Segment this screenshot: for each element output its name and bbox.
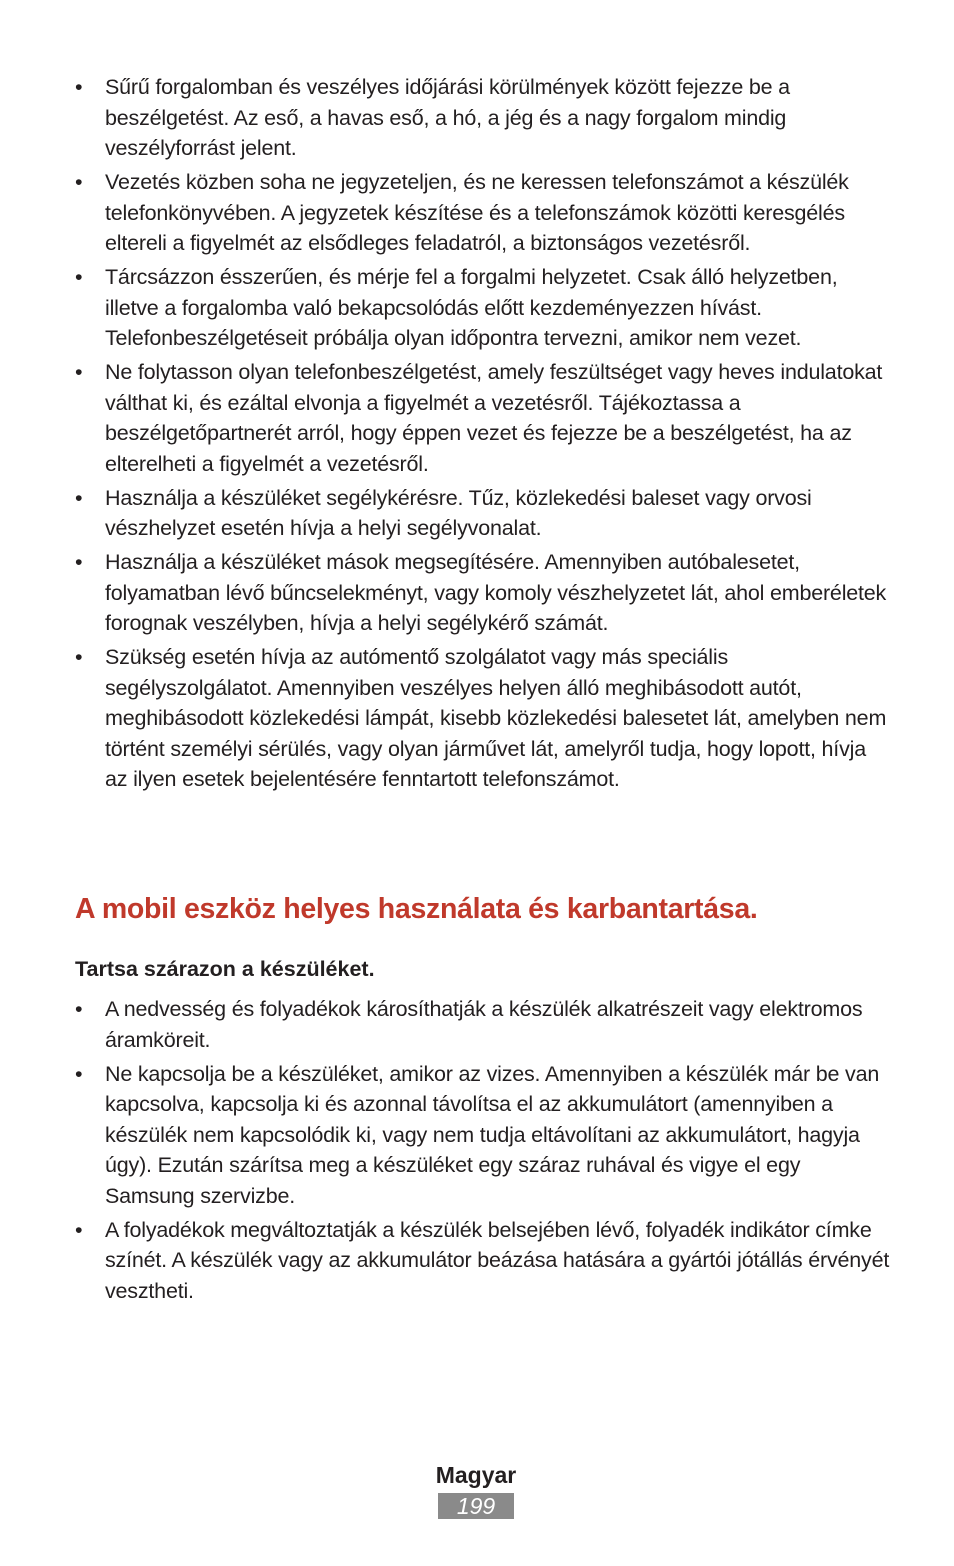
list-item-text: Sűrű forgalomban és veszélyes időjárási körülmények között fejezze be a beszélgetést. Az eső, a havas eső, a hó, a jég és a nagy forgalom mindig veszélyforrást jelent.	[105, 75, 790, 160]
list-item	[75, 994, 890, 1055]
list-item-text: Ne folytasson olyan telefonbeszélgetést, amely feszültséget vagy heves indulatokat válthat ki, és ezáltal elvonja a figyelmét a vezetésről. Tájékoztassa a beszélgetőpartnerét arról, hogy éppen vezet és fejezze be a beszélgetést, ha az elterelheti a figyelmét a vezetésről.	[105, 360, 883, 476]
list-item	[75, 72, 890, 164]
bullet-icon: •	[75, 265, 83, 289]
bullet-icon: •	[75, 645, 83, 669]
bullet-icon: •	[75, 75, 83, 99]
list-item-text: Tárcsázzon ésszerűen, és mérje fel a forgalmi helyzetet. Csak álló helyzetben, illetve a forgalomba való bekapcsolódás előtt kezdeményezzen hívást. Telefonbeszélgetéseit próbálja olyan időpontra tervezni, amikor nem vezet.	[105, 265, 838, 350]
list-item-text: Használja a készüléket mások megsegítésére. Amennyiben autóbalesetet, folyamatban lévő bűncselekményt, vagy komoly vészhelyzetet lát, ahol emberéletek forognak veszélyben, hívja a helyi segélykérő számát.	[105, 550, 887, 635]
list-item-text: Szükség esetén hívja az autómentő szolgálatot vagy más speciális segélyszolgálatot. Amennyiben veszélyes helyen álló meghibásodott autót, meghibásodott közlekedési lámpát, kisebb közlekedési balesetet lát, amelyben nem történt személyi sérülés, vagy olyan járművet lát, amelyről tudja, hogy lopott, hívja az ilyen esetek bejelentésére fenntartott telefonszámot.	[105, 645, 887, 791]
bullet-icon: •	[75, 1061, 83, 1086]
list-item	[75, 167, 890, 259]
bullet-icon: •	[75, 997, 83, 1021]
bullet-icon: •	[75, 1217, 83, 1242]
list-item	[75, 547, 890, 639]
list-item-text: Vezetés közben soha ne jegyzeteljen, és ne keressen telefonszámot a készülék telefonkönyvében. A jegyzetek készítése és a telefonszámok közötti keresgélés eltereli a figyelmét az elsődleges feladatról, a biztonságos vezetésről.	[105, 170, 849, 255]
safety-bullet-list	[75, 72, 890, 798]
care-bullet-list	[75, 994, 890, 1310]
bullet-icon: •	[75, 170, 83, 194]
list-item	[75, 357, 890, 479]
page-number: 199	[438, 1493, 514, 1519]
list-item-text: Használja a készüléket segélykérésre. Tűz, közlekedési baleset vagy orvosi vészhelyzet esetén hívja a helyi segélyvonalat.	[105, 485, 812, 540]
bullet-icon: •	[75, 485, 83, 510]
sub-heading: Tartsa szárazon a készüléket.	[75, 957, 375, 981]
list-item	[75, 1215, 890, 1307]
bullet-icon: •	[75, 550, 83, 574]
list-item	[75, 483, 890, 544]
list-item-text: A nedvesség és folyadékok károsíthatják a készülék alkatrészeit vagy elektromos áramköreit.	[105, 997, 863, 1052]
bullet-icon: •	[75, 360, 83, 384]
page-footer	[0, 1462, 954, 1519]
list-item	[75, 642, 890, 795]
footer-language: Magyar	[435, 1462, 517, 1488]
section-heading: A mobil eszköz helyes használata és karbantartása.	[75, 893, 758, 925]
list-item-text: A folyadékok megváltoztatják a készülék belsejében lévő, folyadék indikátor címke színét. A készülék vagy az akkumulátor beázása hatására a gyártói jótállás érvényét vesztheti.	[105, 1217, 890, 1303]
list-item	[75, 1059, 890, 1212]
list-item-text: Ne kapcsolja be a készüléket, amikor az vizes. Amennyiben a készülék már be van kapcsolva, kapcsolja ki és azonnal távolítsa el az akkumulátort (amennyiben a készülék nem kapcsolódik ki, vagy nem tudja eltávolítani az akkumulátort, hagyja úgy). Ezután szárítsa meg a készüléket egy száraz ruhával és vigye el egy Samsung szervizbe.	[105, 1061, 880, 1208]
list-item	[75, 262, 890, 354]
